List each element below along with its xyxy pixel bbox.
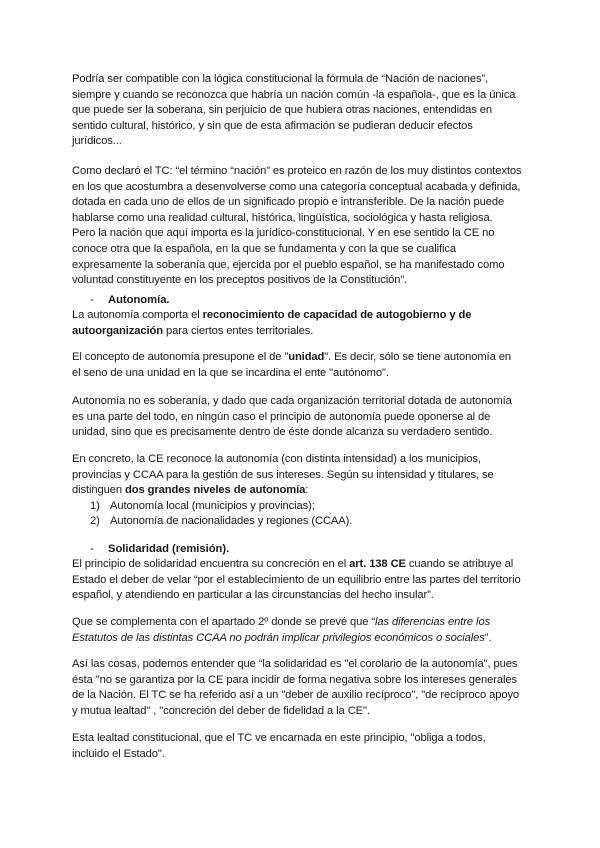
text-line: Pero la nación que aquí importa es la jurídico-constitucional. Y en ese sentido la CE no xyxy=(72,227,495,240)
text-line: Podría ser compatible con la lógica constitucional la fórmula de “Nación de naciones”, xyxy=(72,73,489,85)
paragraph-autonomia-definicion xyxy=(72,308,532,339)
text-line: de la Nación. El TC se ha referido así a un "deber de auxilio recíproco", "de recíproco apoyo xyxy=(72,689,520,702)
list-item: 2) Autonomía de nacionalidades y regiones (CCAA). xyxy=(90,515,353,528)
paragraph-lealtad xyxy=(72,731,532,762)
bold-text: art. 138 CE xyxy=(349,558,406,570)
text-line: Que se complementa con el apartado 2º donde se prevé que “las diferencias entre los xyxy=(72,616,491,628)
text-line: Como declaró el TC: “el término “nación” es proteico en razón de los muy distintos contextos xyxy=(72,165,522,177)
bold-text: reconocimiento de capacidad de autogobierno y de xyxy=(202,309,472,321)
bullet-dash: - xyxy=(90,294,94,306)
text-line: El principio de solidaridad encuentra su concreción en el art. 138 CE cuando se atribuye al xyxy=(72,558,514,570)
italic-text: Estatutos de las distintas CCAA no podrán implicar privilegios económicos o sociales xyxy=(72,631,485,644)
text-line: jurídicos... xyxy=(72,135,122,148)
text-line: siempre y cuando se reconozca que habría un nación común -la española-, que es la única xyxy=(72,88,516,101)
paragraph-art-138 xyxy=(72,557,532,604)
text-line: Esta lealtad constitucional, que el TC ve encarnada en este principio, "obliga a todos, xyxy=(72,732,486,744)
text-line: unidad, sino que es precisamente dentro de éste donde alcanza su verdadero sentido. xyxy=(72,426,493,439)
text-line: provincias y CCAA para la gestión de sus intereses. Según su intensidad y titulares, se xyxy=(72,468,494,481)
text-line: dotada en cada uno de ellos de un significado propio e intransferible. De la nación puede xyxy=(72,196,505,209)
text-line: que puede ser la soberana, sin perjuicio de que hubiera otras naciones, entendidas en xyxy=(72,104,493,117)
text-line: Estado el deber de velar “por el establecimiento de un equilibrio entre las partes del territorio xyxy=(72,573,521,586)
bold-text: dos grandes niveles de autonomía xyxy=(125,484,306,497)
text-line: sentido cultural, histórico, y sin que de esta afirmación se pudieran deducir efectos xyxy=(72,119,473,132)
text-line: voluntad constituyente en los preceptos positivos de la Constitución”. xyxy=(72,274,408,287)
paragraph-apartado-2 xyxy=(72,615,532,646)
text-line: autoorganización para ciertos entes territoriales. xyxy=(72,324,314,337)
text-line: ésta "no se garantiza por la CE para incidir de forma negativa sobre los intereses generales xyxy=(72,673,518,686)
text-line: El concepto de autonomía presupone el de "unidad". Es decir, sólo se tiene autonomía en xyxy=(72,351,511,363)
text-line: el seno de una unidad en la que se incardina el ente "autónomo". xyxy=(72,366,389,379)
bold-text: unidad xyxy=(288,351,325,363)
section-heading-autonomia xyxy=(90,293,170,309)
text-line: es una parte del todo, en ningún caso el principio de autonomía puede oponerse al de xyxy=(72,410,491,423)
paragraph-nacion-de-naciones xyxy=(72,72,532,150)
text-line: hablarse como una realidad cultural, histórica, lingüística, sociológica y hasta religiosa. xyxy=(72,211,493,224)
text-line: En concreto, la CE reconoce la autonomía (con distinta intensidad) a los municipios, xyxy=(72,453,481,465)
text-line: distinguen dos grandes niveles de autonomía: xyxy=(72,484,309,497)
italic-text: las diferencias entre los xyxy=(375,616,491,628)
text-line: Así las cosas, podemos entender que “la solidaridad es "el corolario de la autonomía", pues xyxy=(72,658,518,670)
section-title: Autonomía. xyxy=(108,294,170,306)
section-heading-solidaridad xyxy=(90,542,229,558)
text-line: conoce otra que la española, en la que se fundamenta y con la que se cualifica xyxy=(72,242,457,255)
section-title: Solidaridad (remisión). xyxy=(108,543,230,555)
text-line: Autonomía no es soberanía, y dado que cada organización territorial dotada de autonomía xyxy=(72,395,512,407)
paragraph-niveles-autonomia xyxy=(72,452,532,530)
bullet-dash: - xyxy=(90,543,94,555)
paragraph-solidaridad-corolario xyxy=(72,657,532,719)
list-item: 1) Autonomía local (municipios y provincias); xyxy=(90,499,315,512)
bold-text: autoorganización xyxy=(72,324,164,337)
text-line: en los que acostumbra a desenvolverse como una categoría conceptual acabada y definida, xyxy=(72,180,521,193)
text-line: español, y atendiendo en particular a las circunstancias del hecho insular”. xyxy=(72,589,434,602)
paragraph-soberania xyxy=(72,394,532,441)
text-line: Estatutos de las distintas CCAA no podrán implicar privilegios económicos o sociales”. xyxy=(72,631,492,644)
paragraph-unidad xyxy=(72,350,532,381)
text-line: La autonomía comporta el reconocimiento de capacidad de autogobierno y de xyxy=(72,309,472,321)
text-line: incluido el Estado". xyxy=(72,747,165,760)
paragraph-tc-nacion xyxy=(72,164,532,289)
text-line: y mutua lealtad" , "concreción del deber de fidelidad a la CE". xyxy=(72,704,370,717)
text-line: expresamente la soberanía que, ejercida por el pueblo español, se ha manifestado como xyxy=(72,258,505,271)
